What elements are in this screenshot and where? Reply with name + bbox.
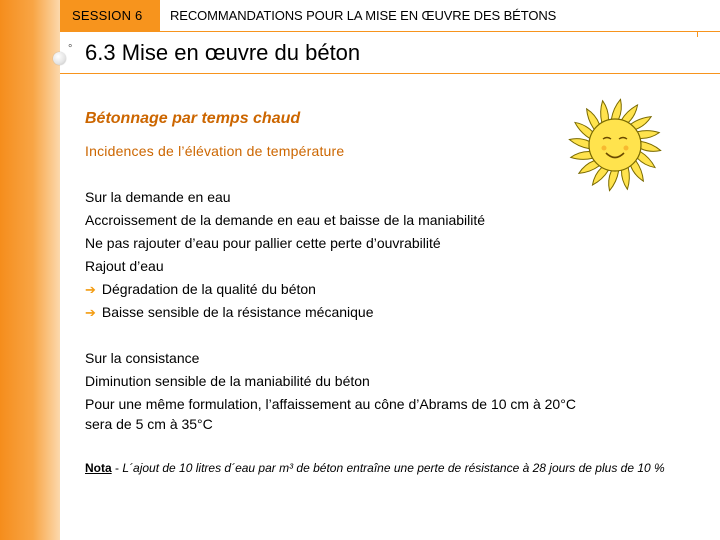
- sun-ray: [621, 167, 629, 189]
- top-bar: [0, 0, 720, 32]
- sun-icon: [565, 95, 665, 195]
- arrow-right-icon: ➔: [85, 305, 96, 320]
- water-line-2: Ne pas rajouter d’eau pour pallier cette perte d’ouvrabilité: [85, 235, 441, 251]
- title-divider: [60, 73, 720, 74]
- topic-label: RECOMMANDATIONS POUR LA MISE EN ŒUVRE DES BÉTONS: [170, 8, 557, 23]
- sun-ray: [569, 139, 589, 149]
- consequence-2-text: Baisse sensible de la résistance mécanique: [101, 304, 374, 320]
- consequence-1: [85, 281, 316, 298]
- consistency-heading: Sur la consistance: [85, 350, 200, 366]
- section-heading: Bétonnage par temps chaud: [85, 110, 301, 127]
- sun-ray: [637, 131, 659, 139]
- note-separator: -: [111, 461, 123, 475]
- title-bullet-icon: [53, 52, 66, 65]
- sun-face: [589, 119, 641, 171]
- title-bullet-mark: °: [68, 43, 73, 55]
- consistency-line-1: Diminution sensible de la maniabilité du béton: [85, 373, 370, 389]
- note-text: L´ajout de 10 litres d´eau par m³ de béton entraîne une perte de résistance à 28 jours de plus de 10 %: [122, 461, 665, 475]
- sun-left-cheek: [602, 146, 607, 151]
- sun-ray: [571, 151, 593, 159]
- sun-right-cheek: [624, 146, 629, 151]
- sun-ray: [609, 171, 619, 191]
- page-title: 6.3 Mise en œuvre du béton: [85, 40, 361, 65]
- session-label: SESSION 6: [72, 8, 143, 23]
- consistency-line-3: sera de 5 cm à 35°C: [85, 416, 213, 432]
- sun-ray: [641, 141, 661, 151]
- note: [85, 460, 685, 477]
- water-line-1: Accroissement de la demande en eau et baisse de la maniabilité: [85, 212, 486, 228]
- sun-ray: [611, 99, 621, 119]
- top-divider-tick: [697, 31, 698, 37]
- consistency-line-2: Pour une même formulation, l’affaissement au cône d’Abrams de 10 cm à 20°C: [85, 396, 576, 412]
- note-label: Nota: [85, 461, 112, 475]
- consequence-2: [85, 304, 374, 321]
- water-heading: Sur la demande en eau: [85, 189, 231, 205]
- top-divider: [160, 31, 720, 32]
- consequence-1-text: Dégradation de la qualité du béton: [101, 281, 316, 297]
- section-subheading: Incidences de l’élévation de température: [85, 143, 345, 159]
- water-warning: Rajout d’eau: [85, 258, 164, 274]
- side-accent-bar: [0, 0, 60, 540]
- arrow-right-icon: ➔: [85, 282, 96, 297]
- sun-ray: [601, 101, 609, 123]
